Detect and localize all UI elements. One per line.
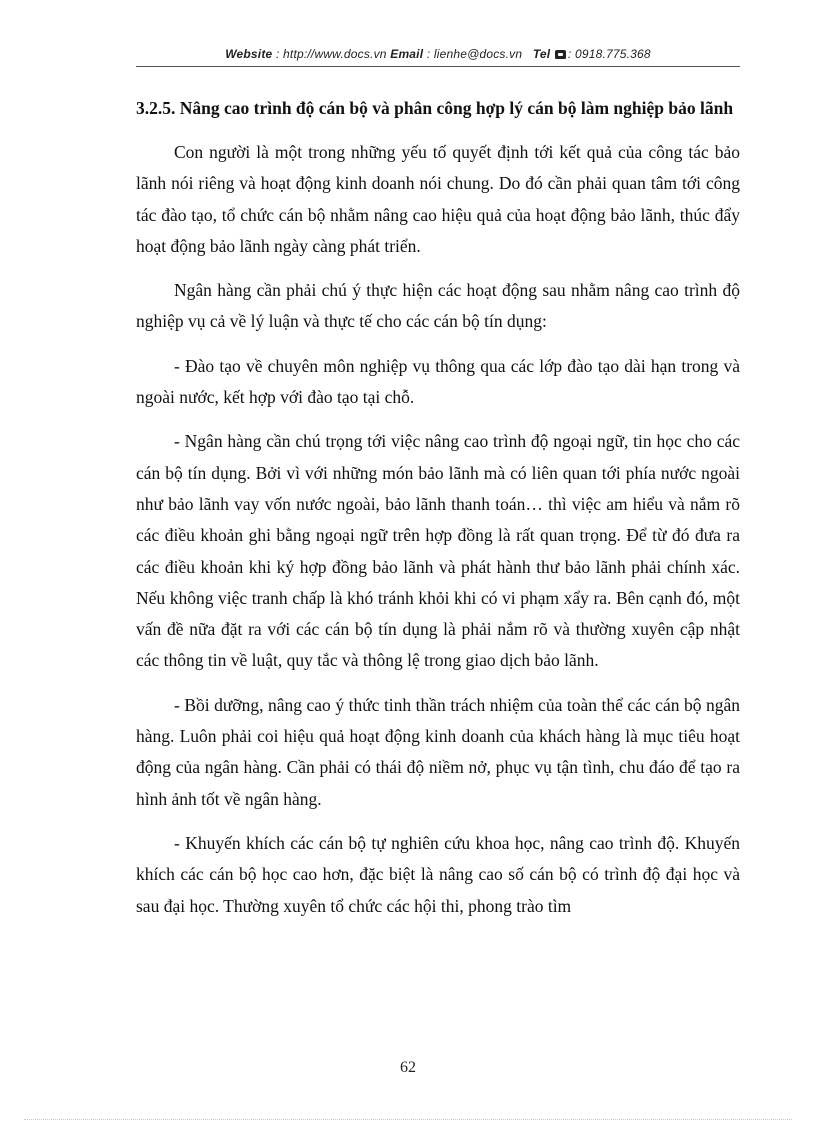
tel-label: Tel: [532, 47, 551, 61]
paragraph: Ngân hàng cần phải chú ý thực hiện các hoạt động sau nhằm nâng cao trình độ nghiệp vụ cả về lý luận và thực tế cho các cán bộ tín dụng:: [136, 280, 740, 332]
tel-separator: :: [567, 47, 575, 61]
document-body: [136, 92, 740, 935]
phone-icon: [555, 50, 566, 59]
page-header: [136, 47, 740, 61]
paragraph: Con người là một trong những yếu tố quyết định tới kết quả của công tác bảo lãnh nói riêng và hoạt động kinh doanh nói chung. Do đó cần phải quan tâm tới công tác đào tạo, tổ chức cán bộ nhằm nâng cao hiệu quả của hoạt động bảo lãnh, thúc đẩy hoạt động bảo lãnh ngày càng phát triển.: [136, 142, 740, 256]
tel-number: 0918.775.368: [574, 47, 651, 61]
paragraph: - Ngân hàng cần chú trọng tới việc nâng cao trình độ ngoại ngữ, tin học cho các cán bộ tín dụng. Bởi vì với những món bảo lãnh mà có liên quan tới phía nước ngoài như bảo lãnh vay vốn nước ngoài, bảo lãnh thanh toán… thì việc am hiểu và nắm rõ các điều khoản ghi bằng ngoại ngữ trên hợp đồng là rất quan trọng. Để từ đó đưa ra các điều khoản khi ký hợp đồng bảo lãnh và phát hành thư bảo lãnh phải chính xác. Nếu không việc tranh chấp là khó tránh khỏi khi có vi phạm xẩy ra. Bên cạnh đó, một vấn đề nữa đặt ra với các cán bộ tín dụng là phải nắm rõ và thường xuyên cập nhật các thông tin về luật, quy tắc và thông lệ trong giao dịch bảo lãnh.: [136, 431, 740, 671]
page-number: 62: [400, 1059, 416, 1076]
paragraph: - Đào tạo về chuyên môn nghiệp vụ thông qua các lớp đào tạo dài hạn trong và ngoài nước, kết hợp với đào tạo tại chỗ.: [136, 355, 740, 408]
page-bottom-divider: [24, 1119, 792, 1120]
website-separator: :: [272, 47, 284, 61]
email-label: Email: [390, 47, 424, 61]
paragraph: - Khuyến khích các cán bộ tự nghiên cứu khoa học, nâng cao trình độ. Khuyến khích các cán bộ học cao hơn, đặc biệt là nâng cao số cán bộ có trình độ đại học và sau đại học. Thường xuyên tổ chức các hội thi, phong trào tìm: [136, 832, 740, 916]
email-link[interactable]: lienhe@docs.vn: [433, 47, 523, 61]
website-link[interactable]: http://www.docs.vn: [283, 47, 387, 61]
section-title: 3.2.5. Nâng cao trình độ cán bộ và phân công hợp lý cán bộ làm nghiệp bảo lãnh: [136, 98, 734, 118]
email-separator: :: [423, 47, 434, 61]
paragraph: - Bồi dưỡng, nâng cao ý thức tinh thần trách nhiệm của toàn thể các cán bộ ngân hàng. Luôn phải coi hiệu quả hoạt động kinh doanh của khách hàng là mục tiêu hoạt động của ngân hàng. Cần phải có thái độ niềm nở, phục vụ tận tình, chu đáo để tạo ra hình ảnh tốt về ngân hàng.: [136, 694, 740, 809]
website-label: Website: [225, 47, 273, 61]
header-divider: [136, 66, 740, 67]
